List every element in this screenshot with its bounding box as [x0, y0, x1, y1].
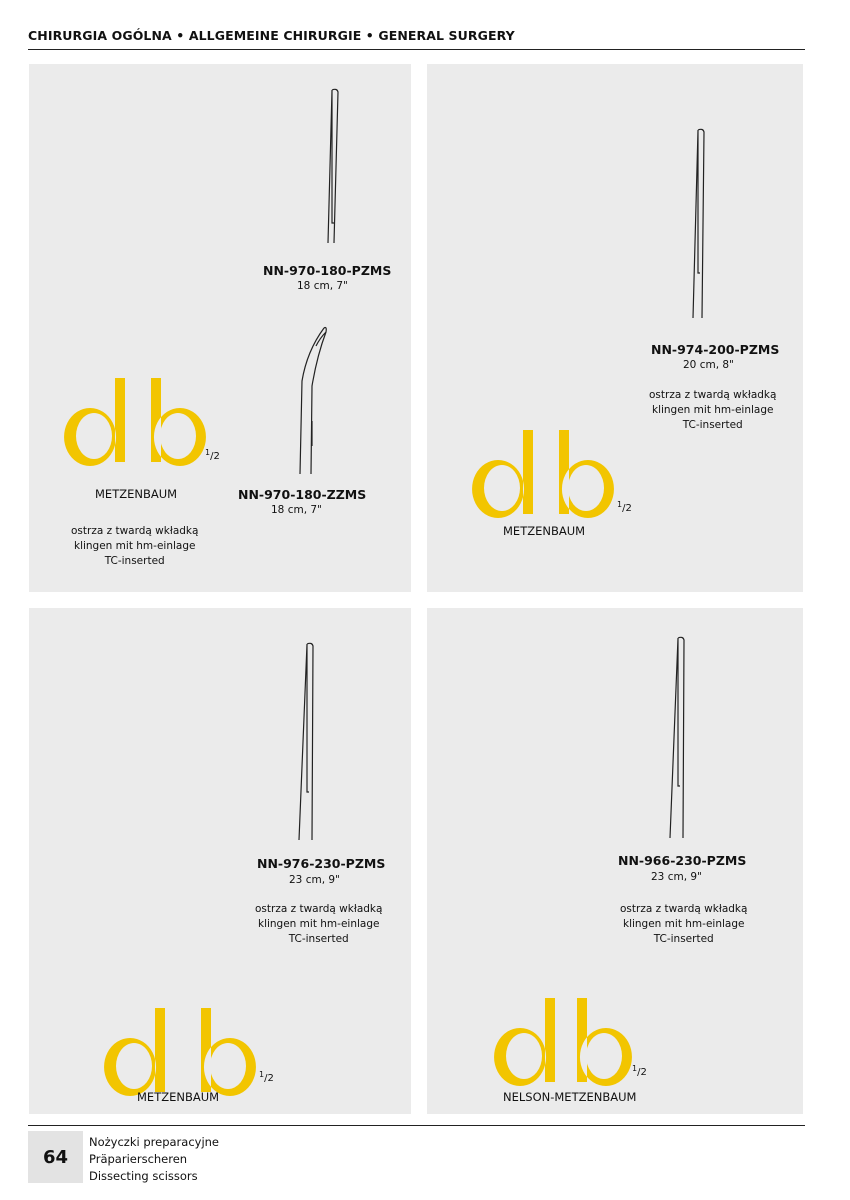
product-code: NN-976-230-PZMS	[257, 856, 386, 871]
product-panel-2	[427, 64, 803, 592]
product-panel-1	[29, 64, 411, 592]
scale-label: $^1$/2	[205, 448, 220, 462]
scissor-blade-straight-icon	[685, 128, 715, 323]
page-number: 64	[28, 1131, 83, 1183]
product-size: 23 cm, 9"	[289, 874, 340, 886]
scissor-blade-straight-icon	[294, 642, 324, 842]
product-code: NN-970-180-ZZMS	[238, 487, 367, 502]
page-header: CHIRURGIA OGÓLNA • ALLGEMEINE CHIRURGIE • GENERAL SURGERY	[28, 28, 515, 43]
blade-description: ostrza z twardą wkładką klingen mit hm-einlage TC-inserted	[649, 389, 777, 431]
section-title: Nożyczki preparacyjne Präparierscheren Dissecting scissors	[89, 1135, 220, 1183]
product-size: 18 cm, 7"	[271, 504, 322, 516]
scissor-handle-icon	[63, 378, 213, 470]
scissor-handle-icon	[103, 1008, 263, 1100]
blade-description: ostrza z twardą wkładką klingen mit hm-einlage TC-inserted	[620, 903, 748, 945]
footer-rule	[28, 1125, 805, 1126]
scissor-blade-straight-icon	[665, 636, 695, 841]
scissor-handle-icon	[493, 998, 643, 1090]
brand-name: NELSON-METZENBAUM	[503, 1090, 637, 1104]
product-size: 20 cm, 8"	[683, 359, 734, 371]
scissor-handle-icon	[471, 430, 621, 522]
header-rule	[28, 49, 805, 50]
brand-name: METZENBAUM	[95, 487, 178, 501]
brand-name: METZENBAUM	[503, 524, 586, 538]
scissor-blade-straight-icon	[319, 88, 349, 248]
product-code: NN-974-200-PZMS	[651, 342, 780, 357]
product-code: NN-966-230-PZMS	[618, 853, 747, 868]
product-size: 18 cm, 7"	[297, 280, 348, 292]
blade-description: ostrza z twardą wkładką klingen mit hm-einlage TC-inserted	[71, 525, 199, 567]
product-size: 23 cm, 9"	[651, 871, 702, 883]
product-panel-4	[427, 608, 803, 1114]
scissor-blade-curved-icon	[287, 326, 337, 476]
product-code: NN-970-180-PZMS	[263, 263, 392, 278]
brand-name: METZENBAUM	[137, 1090, 220, 1104]
scale-label: $^1$/2	[632, 1064, 647, 1078]
blade-description: ostrza z twardą wkładką klingen mit hm-einlage TC-inserted	[255, 903, 383, 945]
scale-label: $^1$/2	[259, 1070, 274, 1084]
product-panel-3	[29, 608, 411, 1114]
scale-label: $^1$/2	[617, 500, 632, 514]
